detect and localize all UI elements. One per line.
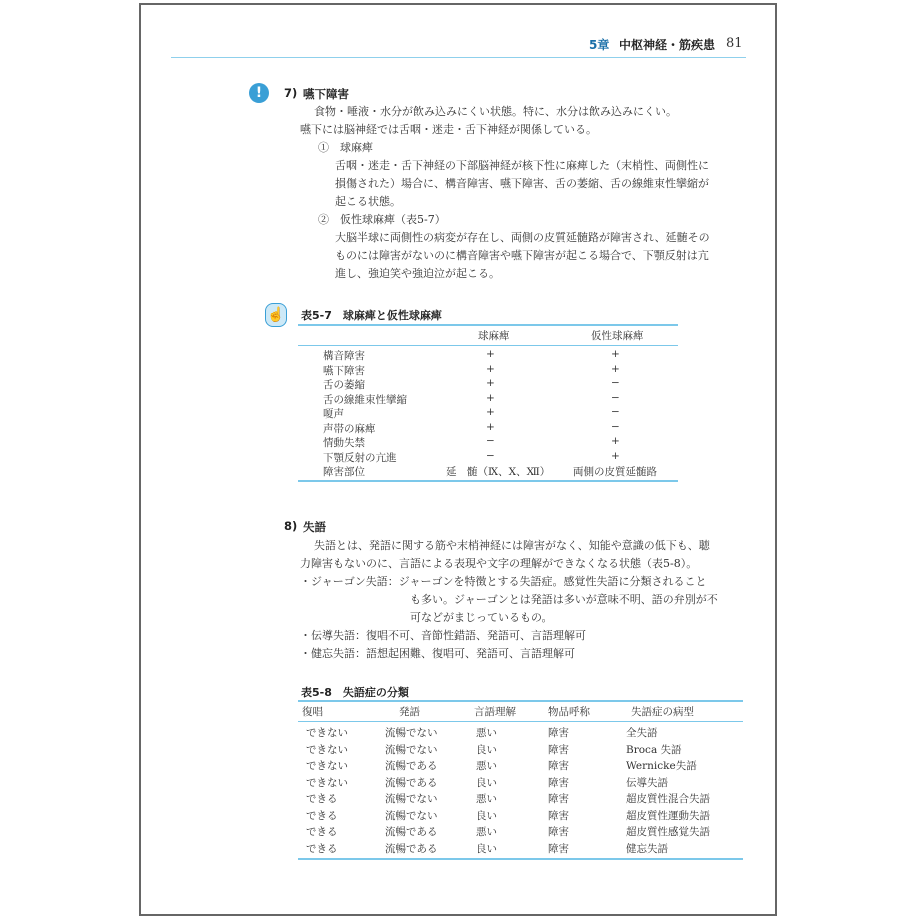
page-number: 81 (726, 36, 743, 51)
table-5-8-cell: 流暢でない (385, 809, 438, 822)
book-page (139, 3, 777, 916)
section-7-item-2 (318, 211, 710, 283)
table-5-8-cell: できない (306, 727, 348, 739)
section-8-line: 力障害もないのに、言語による表現や文字の理解ができなくなる状態（表5-8）。 (300, 557, 698, 570)
table-5-7-cell: − (611, 377, 620, 389)
item-line: 舌咽・迷走・舌下神経の下部脳神経が核下性に麻痺した（末梢性、両側性に (335, 159, 709, 172)
table-5-7-row-label: 情動失禁 (323, 437, 365, 449)
table-5-8-header: 物品呼称 (548, 706, 590, 718)
table-5-8-cell: できる (306, 809, 338, 822)
section-8-line: も多い。ジャーゴンとは発語は多いが意味不明、語の弁別が不 (410, 593, 718, 606)
table-5-8-cell: 障害 (548, 826, 569, 838)
table-5-7-cell: − (486, 449, 495, 462)
table-5-8-header: 失語症の病型 (631, 706, 694, 718)
section-8-body (300, 537, 718, 663)
table-5-8-cell: 全失語 (626, 727, 658, 739)
section-7-title: 嚥下障害 (303, 87, 349, 101)
section-7-item-1 (318, 139, 709, 211)
section-7-line: 食物・唾液・水分が飲み込みにくい状態。特に、水分は飲み込みにくい。 (314, 105, 677, 118)
table-5-8-cell: 悪い (476, 727, 497, 739)
table-5-8-cell: できない (306, 743, 348, 756)
table-5-7-cell: − (611, 406, 620, 418)
table-5-8-cell: 悪い (476, 793, 497, 805)
item-title: ① 球麻痺 (318, 141, 373, 154)
table-5-7-title: 表5-7 球麻痺と仮性球麻痺 (301, 309, 442, 322)
table-5-7-row-label: 舌の萎縮 (323, 379, 365, 391)
table-5-8-title: 表5-8 失語症の分類 (301, 686, 409, 699)
table-5-8-cell: 健忘失語 (626, 842, 668, 855)
table-5-7-cell: + (486, 406, 495, 418)
table-5-8-cell: Broca 失語 (626, 743, 682, 756)
table-5-7-row-label: 嗄声 (323, 408, 344, 420)
table-5-7-top-rule (298, 324, 678, 326)
table-5-8-cell: 流暢である (385, 760, 438, 772)
item-title: ② 仮性球麻痺（表5-7） (318, 213, 446, 226)
table-5-7-cell: + (611, 449, 620, 462)
table-5-7-cell: − (611, 420, 620, 433)
table-5-8-cell: 障害 (548, 793, 569, 805)
item-line: 起こる状態。 (335, 195, 401, 208)
section-8-line: ・健忘失語：語想起困難、復唱可、発語可、言語理解可 (300, 647, 575, 660)
table-5-8-cell: 良い (476, 743, 497, 756)
table-5-8-header: 発語 (399, 706, 420, 718)
table-5-7-cell: + (611, 348, 620, 360)
table-5-8-header-rule (298, 721, 743, 722)
table-5-8-cell: 超皮質性混合失語 (626, 793, 710, 805)
table-5-7-cell: + (611, 362, 620, 375)
table-5-7-cell: 両側の皮質延髄路 (573, 466, 657, 478)
table-5-8-bottom-rule (298, 858, 743, 860)
table-5-8-cell: 流暢でない (385, 793, 438, 805)
table-5-8-cell: 流暢でない (385, 743, 438, 756)
table-5-8-cell: 良い (476, 809, 497, 822)
table-5-8-cell: できない (306, 776, 348, 789)
table-5-7-header: 仮性球麻痺 (591, 330, 644, 342)
table-5-8-cell: 悪い (476, 760, 497, 772)
table-5-8-cell: 障害 (548, 743, 569, 756)
section-8-title: 失語 (303, 520, 326, 534)
item-line: 進し、強迫笑や強迫泣が起こる。 (335, 267, 500, 280)
table-5-7-cell: + (486, 377, 495, 389)
table-5-8-cell: できる (306, 842, 338, 855)
section-7-body (300, 103, 677, 139)
table-5-8-cell: 超皮質性運動失語 (626, 809, 710, 822)
table-5-8-cell: できる (306, 826, 338, 838)
table-5-8-cell: 障害 (548, 727, 569, 739)
table-5-7-header: 球麻痺 (478, 330, 510, 342)
table-5-7-cell: − (611, 391, 620, 404)
table-5-8-cell: 障害 (548, 760, 569, 772)
table-5-7-row-label: 声帯の麻痺 (323, 422, 376, 435)
table-5-8-cell: 流暢でない (385, 727, 438, 739)
table-5-7-cell: 延 髄（Ⅸ、Ⅹ、Ⅻ） (446, 466, 551, 478)
table-5-8-cell: 流暢である (385, 826, 438, 838)
chapter-label: 5章 (589, 38, 610, 52)
item-line: 損傷された）場合に、構音障害、嚥下障害、舌の萎縮、舌の線維束性攣縮が (335, 177, 709, 190)
table-5-7-row-label: 舌の線維束性攣縮 (323, 393, 407, 406)
table-5-8-cell: 超皮質性感覚失語 (626, 826, 710, 838)
table-5-8-cell: 障害 (548, 842, 569, 855)
table-5-7-header-rule (298, 345, 678, 346)
section-8-line: ・ジャーゴン失語：ジャーゴンを特徴とする失語症。感覚性失語に分類されること (300, 575, 707, 588)
section-7-number: 7) (284, 86, 298, 100)
caution-icon: ! (249, 83, 269, 103)
section-8-line: ・伝導失語：復唱不可、音節性錯語、発語可、言語理解可 (300, 629, 586, 642)
table-5-7-bottom-rule (298, 480, 678, 482)
header-rule (171, 57, 746, 58)
table-5-8-cell: できる (306, 793, 338, 805)
item-line: 大脳半球に両側性の病変が存在し、両側の皮質延髄路が障害され、延髄その (335, 231, 710, 244)
table-5-7-cell: + (486, 420, 495, 433)
section-8-line: 失語とは、発語に関する筋や末梢神経には障害がなく、知能や意識の低下も、聴 (314, 539, 710, 552)
section-8-line: 可などがまじっているもの。 (410, 611, 553, 624)
table-5-7-cell: + (486, 362, 495, 375)
table-5-8-cell: できない (306, 760, 348, 772)
table-5-8-top-rule (298, 700, 743, 702)
table-5-8-header: 言語理解 (474, 706, 516, 718)
table-5-7-cell: + (486, 391, 495, 404)
table-5-7-cell: + (486, 348, 495, 360)
table-5-8-cell: Wernicke失語 (626, 760, 697, 772)
table-5-7-row-label: 構音障害 (323, 350, 365, 362)
table-5-8-cell: 伝導失語 (626, 776, 668, 789)
table-5-7-cell: − (486, 435, 495, 447)
table-5-8-cell: 良い (476, 842, 497, 855)
table-5-8-cell: 流暢である (385, 842, 438, 855)
item-line: ものには障害がないのに構音障害や嚥下障害が起こる場合で、下顎反射は亢 (335, 249, 709, 262)
chapter-title: 中枢神経・筋疾患 (619, 38, 716, 52)
table-5-8-cell: 悪い (476, 826, 497, 838)
table-5-7-row-label: 下顎反射の亢進 (323, 451, 397, 464)
table-5-8-header: 復唱 (302, 706, 323, 718)
table-5-8-cell: 良い (476, 776, 497, 789)
pointer-icon: ☝ (265, 303, 287, 327)
section-7-line: 嚥下には脳神経では舌咽・迷走・舌下神経が関係している。 (300, 123, 597, 136)
table-5-8-cell: 障害 (548, 809, 569, 822)
table-5-7-row-label: 嚥下障害 (323, 364, 365, 377)
table-5-7-row-label: 障害部位 (323, 466, 365, 478)
table-5-8-cell: 流暢である (385, 776, 438, 789)
section-8-number: 8) (284, 519, 298, 533)
table-5-8-cell: 障害 (548, 776, 569, 789)
table-5-7-cell: + (611, 435, 620, 447)
